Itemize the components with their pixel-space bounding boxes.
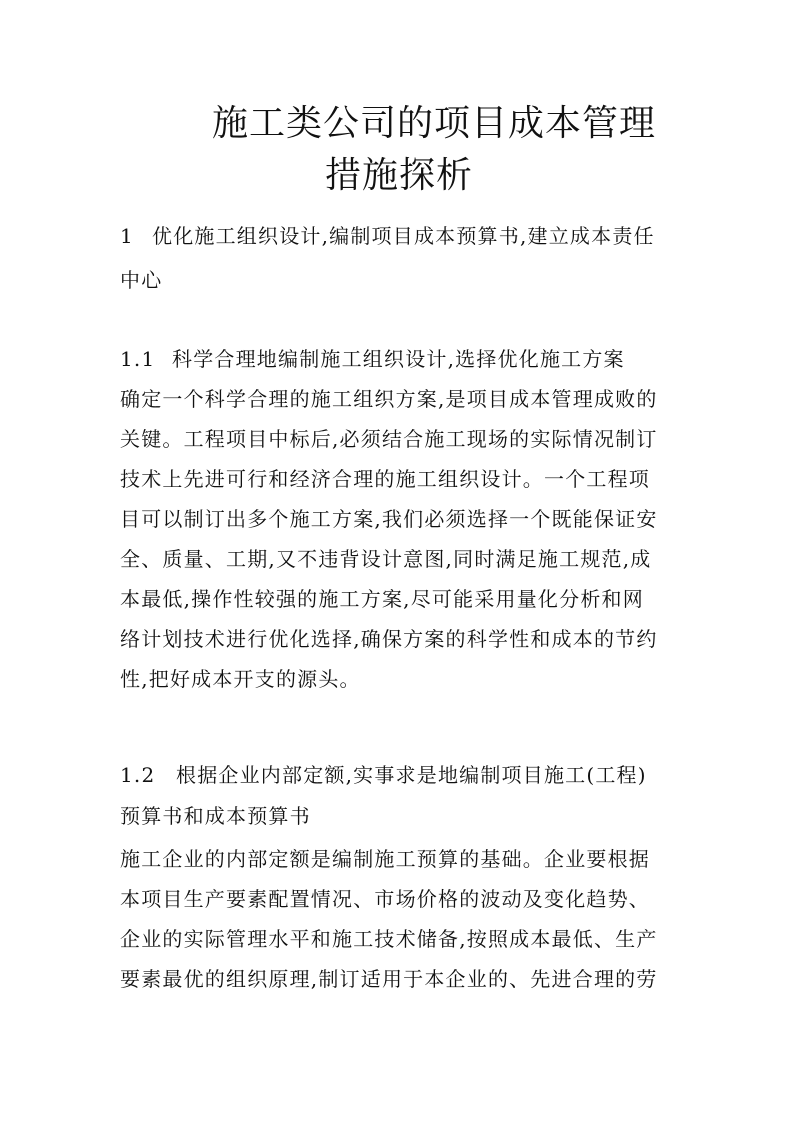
section-1-1-heading [120,345,625,373]
section-1-heading-text: 优化施工组织设计,编制项目成本预算书,建立成本责任 [152,224,655,248]
paragraph-1-2-line-1: 施工企业的内部定额是编制施工预算的基础。企业要根据 [120,847,650,871]
section-1-2-heading-line-2: 预算书和成本预算书 [120,804,311,828]
document-title-line-2: 措施探析 [325,155,474,196]
section-1-number: 1 [120,224,134,248]
paragraph-1-2-line-2: 本项目生产要素配置情况、市场价格的波动及变化趋势、 [120,887,650,911]
section-1-2-number: 1.2 [120,763,156,787]
section-1-2-heading-text: 根据企业内部定额,实事求是地编制项目施工(工程) [176,763,647,787]
section-1-2-heading-line-1 [120,761,647,789]
section-1-1-heading-text: 科学合理地编制施工组织设计,选择优化施工方案 [172,347,625,371]
paragraph-1-1-line-2: 关键。工程项目中标后,必须结合施工现场的实际情况制订 [120,427,658,451]
paragraph-1-1-line-3: 技术上先进可行和经济合理的施工组织设计。一个工程项 [120,467,650,491]
paragraph-1-2-line-3: 企业的实际管理水平和施工技术储备,按照成本最低、生产 [120,927,658,951]
paragraph-1-1-line-7: 络计划技术进行优化选择,确保方案的科学性和成本的节约 [120,627,658,651]
section-1-heading-line-2: 中心 [120,268,163,292]
section-1-heading-line-1 [120,222,655,250]
paragraph-1-2-line-4: 要素最优的组织原理,制订适用于本企业的、先进合理的劳 [120,967,658,991]
section-1-1-number: 1.1 [120,347,156,371]
paragraph-1-1-line-1: 确定一个科学合理的施工组织方案,是项目成本管理成败的 [120,387,658,411]
paragraph-1-1-line-4: 目可以制订出多个施工方案,我们必须选择一个既能保证安 [120,507,658,531]
document-title-line-1: 施工类公司的项目成本管理 [212,103,657,144]
paragraph-1-1-line-8: 性,把好成本开支的源头。 [120,667,361,691]
paragraph-1-1-line-5: 全、质量、工期,又不违背设计意图,同时满足施工规范,成 [120,547,652,571]
paragraph-1-1-line-6: 本最低,操作性较强的施工方案,尽可能采用量化分析和网 [120,587,644,611]
